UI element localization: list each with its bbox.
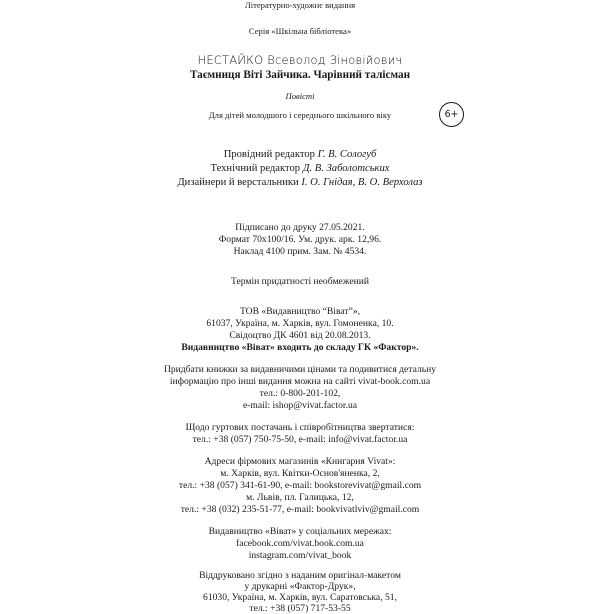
stores-line: тел.: +38 (057) 341-61-90, e-mail: bookstorevivat@gmail.com bbox=[178, 480, 422, 491]
credit-role: Технічний редактор bbox=[210, 163, 301, 174]
genre-label: Літературно-художнє видання bbox=[244, 0, 356, 10]
credit-designers bbox=[0, 177, 600, 189]
credit-role: Дизайнери й верстальники bbox=[177, 177, 299, 188]
social-link-instagram: instagram.com/vivat_book bbox=[248, 550, 352, 561]
credit-tech-editor bbox=[0, 163, 600, 175]
social-link-facebook: facebook.com/vivat.book.com.ua bbox=[236, 538, 364, 549]
publisher-line: 61037, Україна, м. Харків, вул. Гомоненка, 10. bbox=[206, 318, 394, 329]
credit-lead-editor bbox=[0, 149, 600, 161]
credit-role: Провідний редактор bbox=[223, 149, 315, 160]
publisher-group-line: Видавництво «Віват» входить до складу ГК «Фактор». bbox=[181, 342, 419, 353]
print-info-line: Формат 70х100/16. Ум. друк. арк. 12,96. bbox=[218, 234, 382, 245]
purchase-line: e-mail: ishop@vivat.factor.ua bbox=[242, 400, 358, 411]
age-rating-badge: 6+ bbox=[439, 102, 464, 127]
printer-line: у друкарні «Фактор-Друк», bbox=[244, 581, 356, 592]
author-line bbox=[0, 54, 600, 67]
print-info-line: Наклад 4100 прим. Зам. № 4534. bbox=[233, 246, 367, 257]
publisher-line: Свідоцтво ДК 4601 від 20.08.2013. bbox=[229, 330, 371, 341]
purchase-line: інформацію про інші видання можна на сайті vivat-book.com.ua bbox=[169, 376, 431, 387]
credit-name: І. О. Гнідая, В. О. Верхолаз bbox=[301, 177, 423, 188]
series-label: Серія «Шкільна бібліотека» bbox=[248, 26, 352, 36]
author-surname: НЕСТАЙКО bbox=[197, 53, 264, 67]
book-subtitle: Повісті bbox=[285, 91, 315, 101]
shelf-life: Термін придатності необмежений bbox=[231, 276, 369, 287]
author-name: Всеволод Зіновійович bbox=[267, 53, 403, 67]
printer-line: тел.: +38 (057) 717-53-55 bbox=[249, 603, 351, 614]
social-line: Видавництво «Віват» у соціальних мережах: bbox=[208, 526, 392, 537]
stores-line: тел.: +38 (032) 235-51-77, e-mail: bookvivatlviv@gmail.com bbox=[180, 504, 420, 515]
print-info-line: Підписано до друку 27.05.2021. bbox=[235, 222, 365, 233]
stores-line: м. Львів, пл. Галицька, 12, bbox=[246, 492, 354, 503]
purchase-line: тел.: 0-800-201-102, bbox=[259, 388, 341, 399]
wholesale-line: Щодо гуртових постачань і співробітництва звертатися: bbox=[185, 422, 415, 433]
stores-line: м. Харків, вул. Квітки-Основ'яненка, 2, bbox=[220, 468, 380, 479]
book-title: Таємниця Віті Зайчика. Чарівний талісман bbox=[189, 69, 411, 81]
printer-line: 61030, Україна, м. Харків, вул. Саратовська, 51, bbox=[203, 592, 397, 603]
wholesale-line: тел.: +38 (057) 750-75-50, e-mail: info@vivat.factor.ua bbox=[192, 434, 408, 445]
stores-line: Адреси фірмових магазинів «Книгарня Vivat»: bbox=[204, 456, 396, 467]
publisher-line: ТОВ «Видавництво “Віват”», bbox=[239, 306, 361, 317]
credit-name: Г. В. Сологуб bbox=[317, 149, 377, 160]
purchase-line: Придбати книжки за видавничими цінами та подивитися детальну bbox=[163, 364, 437, 375]
printer-line: Віддруковано згідно з наданим оригінал-макетом bbox=[199, 570, 401, 581]
credit-name: Д. В. Заболотських bbox=[302, 163, 390, 174]
audience-label: Для дітей молодшого і середнього шкільного віку bbox=[208, 110, 392, 120]
